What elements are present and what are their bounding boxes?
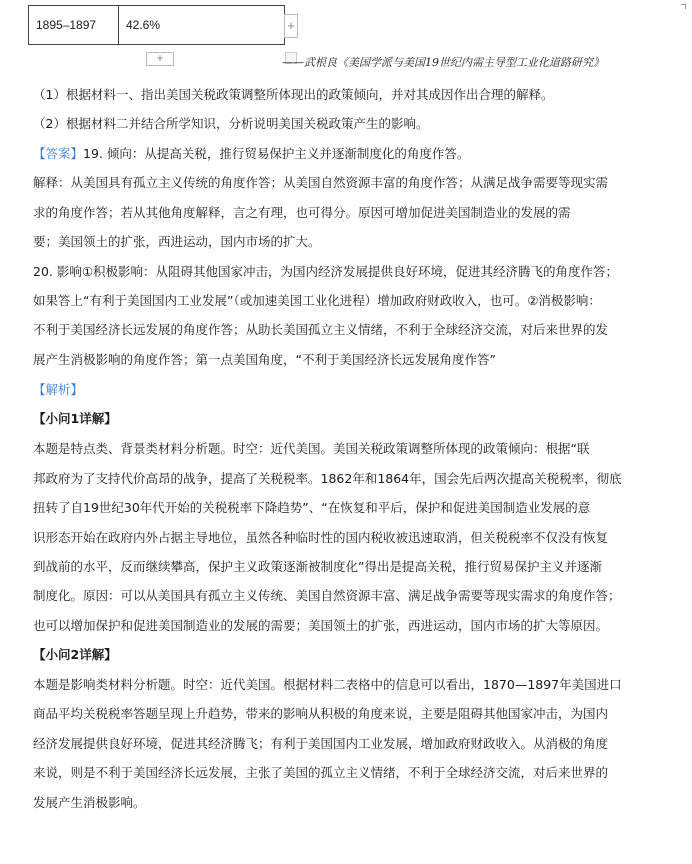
analysis-1-line: 也可以增加保护和促进美国制造业的发展的需要；美国领土的扩张，西进运动，国内市场的扩大等原因。 xyxy=(33,618,609,633)
data-table xyxy=(28,5,285,45)
analysis-2-line: 发展产生消极影响。 xyxy=(33,795,146,810)
add-row-button[interactable]: + xyxy=(146,52,174,66)
answer-text-1: 19. 倾向：从提高关税，推行贸易保护主义并逐渐制度化的角度作答。 xyxy=(83,146,470,161)
analysis-2-line: 来说，则是不利于美国经济长远发展，主张了美国的孤立主义情绪，不利于全球经济交流，对后来世界的 xyxy=(33,765,609,780)
analysis-2-line: 商品平均关税税率答题呈现上升趋势，带来的影响从积极的角度来说，主要是阻碍其他国家冲击，为国内 xyxy=(33,706,609,721)
subquestion-1-heading: 【小问1详解】 xyxy=(33,411,117,426)
answer-text-2: 解释：从美国具有孤立主义传统的角度作答；从美国自然资源丰富的角度作答；从满足战争需要等现实需 xyxy=(33,175,609,190)
analysis-1-line: 本题是特点类、背景类材料分析题。时空：近代美国。美国关税政策调整所体现的政策倾向：根据“联 xyxy=(33,441,590,456)
answer-text-7: 不利于美国经济长远发展的角度作答；从助长美国孤立主义情绪，不利于全球经济交流，对后来世界的发 xyxy=(33,322,609,337)
add-column-button[interactable]: + xyxy=(284,14,298,38)
answer-text-3: 求的角度作答；若从其他角度解释，言之有理，也可得分。原因可增加促进美国制造业的发展的需 xyxy=(33,205,571,220)
rate-cell[interactable]: 42.6% xyxy=(119,6,285,45)
analysis-1-line: 到战前的水平，反而继续攀高，保护主义政策逐渐被制度化”得出是提高关税，推行贸易保护主义并逐渐 xyxy=(33,559,602,574)
analysis-label: 【解析】 xyxy=(33,382,84,397)
question-2: （2）根据材料二并结合所学知识，分析说明美国关税政策产生的影响。 xyxy=(33,116,429,131)
table-row xyxy=(29,6,285,45)
analysis-1-line: 邦政府为了支持代价高昂的战争，提高了关税税率。1862年和1864年，国会先后两次提高关税税率，彻底 xyxy=(33,471,622,486)
analysis-1-line: 识形态开始在政府内外占据主导地位，虽然各种临时性的国内税收被迅速取消，但关税税率不仅没有恢复 xyxy=(33,530,609,545)
analysis-1-line: 制度化。原因：可以从美国具有孤立主义传统、美国自然资源丰富、满足战争需要等现实需求的角度作答； xyxy=(33,588,621,603)
corner-mark xyxy=(681,4,686,9)
analysis-2-line: 本题是影响类材料分析题。时空：近代美国。根据材料二表格中的信息可以看出，1870—1897年美国进口 xyxy=(33,677,622,692)
citation: ——武根良《美国学派与美国19世纪内需主导型工业化道路研究》 xyxy=(282,56,604,69)
answer-label: 【答案】 xyxy=(33,146,84,161)
answer-text-6: 如果答上“有利于美国国内工业发展”（或加速美国工业化进程）增加政府财政收入，也可。②消极影响： xyxy=(33,293,601,308)
answer-text-8: 展产生消极影响的角度作答；第一点美国角度，“不利于美国经济长远发展角度作答” xyxy=(33,352,496,367)
period-cell[interactable]: 1895–1897 xyxy=(29,6,119,45)
answer-text-5: 20. 影响①积极影响：从阻碍其他国家冲击，为国内经济发展提供良好环境，促进其经济腾飞的角度作答； xyxy=(33,264,619,279)
answer-text-4: 要；美国领土的扩张，西进运动，国内市场的扩大。 xyxy=(33,234,321,249)
analysis-1-line: 扭转了自19世纪30年代开始的关税税率下降趋势”、“在恢复和平后，保护和促进美国制造业发展的意 xyxy=(33,500,591,515)
analysis-2-line: 经济发展提供良好环境，促进其经济腾飞；有利于美国国内工业发展，增加政府财政收入。从消极的角度 xyxy=(33,736,609,751)
subquestion-2-heading: 【小问2详解】 xyxy=(33,647,117,662)
question-1: （1）根据材料一、指出美国关税政策调整所体现出的政策倾向，并对其成因作出合理的解释。 xyxy=(33,87,554,102)
answer-line xyxy=(33,145,469,163)
